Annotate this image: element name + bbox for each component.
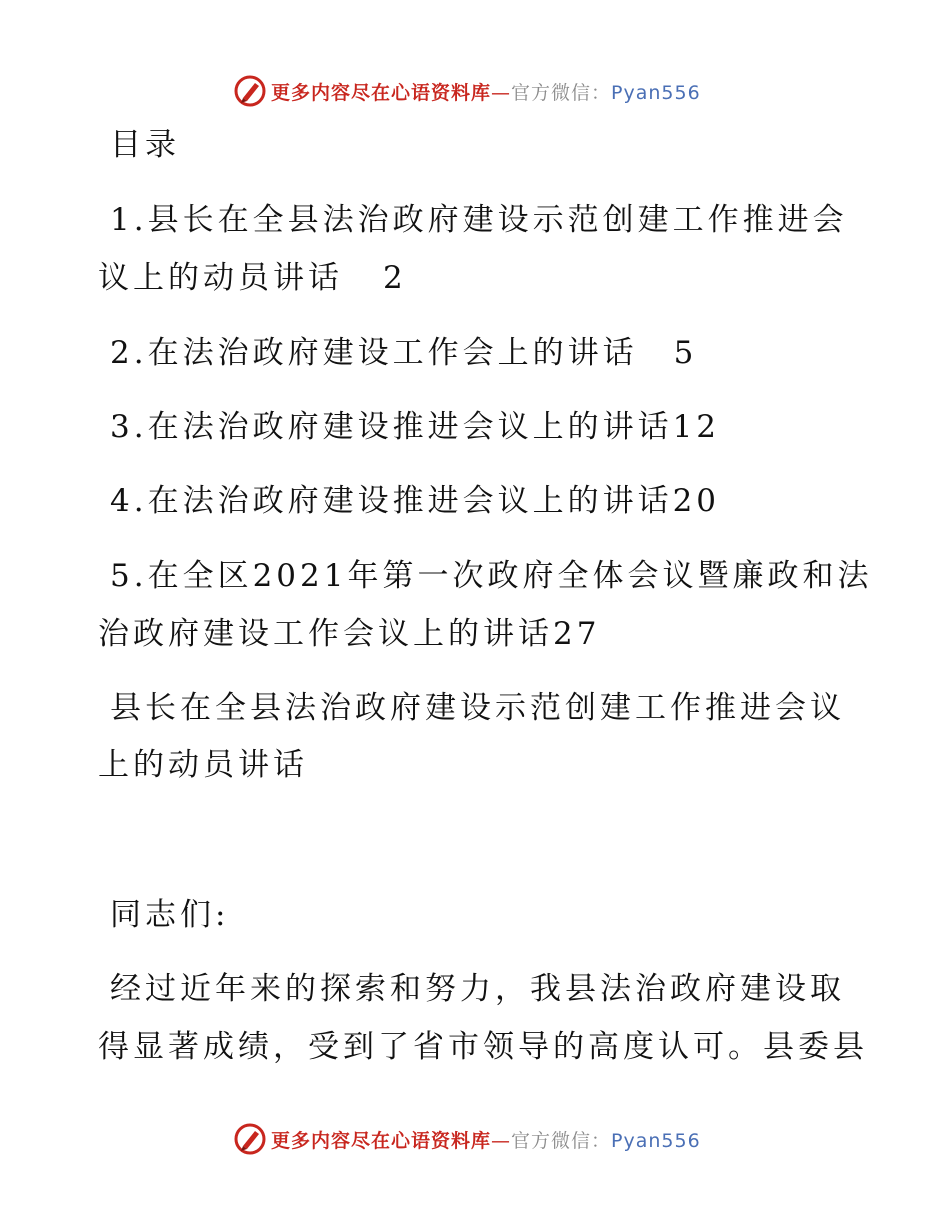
toc-item-3 xyxy=(110,407,720,447)
pen-logo-icon xyxy=(233,1122,267,1156)
paragraph-1-line2: 得显著成绩，受到了省市领导的高度认可。县委县 xyxy=(98,1029,868,1065)
banner-wechat-label: 官方微信： xyxy=(511,1130,612,1152)
article-title-line1: 县长在全县法治政府建设示范创建工作推进会议 xyxy=(110,690,845,726)
paragraph-1-line1: 经过近年来的探索和努力，我县法治政府建设取 xyxy=(110,971,845,1007)
article-title-line2: 上的动员讲话 xyxy=(98,747,308,783)
toc-item-1-line1: 1.县长在全县法治政府建设示范创建工作推进会 xyxy=(110,202,848,238)
toc-item-4-text: 4.在法治政府建设推进会议上的讲话 xyxy=(110,483,673,519)
banner-dash: — xyxy=(491,82,512,104)
toc-item-3-text: 3.在法治政府建设推进会议上的讲话 xyxy=(110,409,673,445)
toc-item-1-text: 议上的动员讲话 xyxy=(98,260,343,296)
toc-item-5-text: 治政府建设工作会议上的讲话 xyxy=(98,616,553,652)
toc-item-2-text: 2.在法治政府建设工作会上的讲话 xyxy=(110,335,638,371)
toc-heading: 目录 xyxy=(110,127,180,163)
banner-wechat-id: Pyan556 xyxy=(611,1130,701,1152)
toc-item-1-line2 xyxy=(98,258,407,298)
toc-item-4 xyxy=(110,481,720,521)
banner-wechat-label: 官方微信： xyxy=(511,82,612,104)
footer-banner xyxy=(0,1120,950,1160)
pen-logo-icon xyxy=(233,74,267,108)
banner-wechat-id: Pyan556 xyxy=(611,82,701,104)
toc-item-2 xyxy=(110,333,697,373)
banner-title: 更多内容尽在心语资料库 xyxy=(271,82,492,104)
toc-item-1-page: 2 xyxy=(383,260,407,296)
header-banner xyxy=(0,72,950,112)
toc-item-5-line1: 5.在全区2021年第一次政府全体会议暨廉政和法 xyxy=(110,558,873,594)
banner-title: 更多内容尽在心语资料库 xyxy=(271,1130,492,1152)
toc-item-2-page: 5 xyxy=(673,335,698,371)
salutation: 同志们: xyxy=(110,897,230,933)
banner-text xyxy=(271,1126,701,1153)
banner-dash: — xyxy=(491,1130,512,1152)
toc-item-5-line2 xyxy=(98,614,600,654)
toc-item-4-page: 20 xyxy=(672,483,721,519)
toc-item-5-page: 27 xyxy=(553,616,601,652)
toc-item-3-page: 12 xyxy=(672,409,721,445)
banner-text xyxy=(271,78,701,105)
